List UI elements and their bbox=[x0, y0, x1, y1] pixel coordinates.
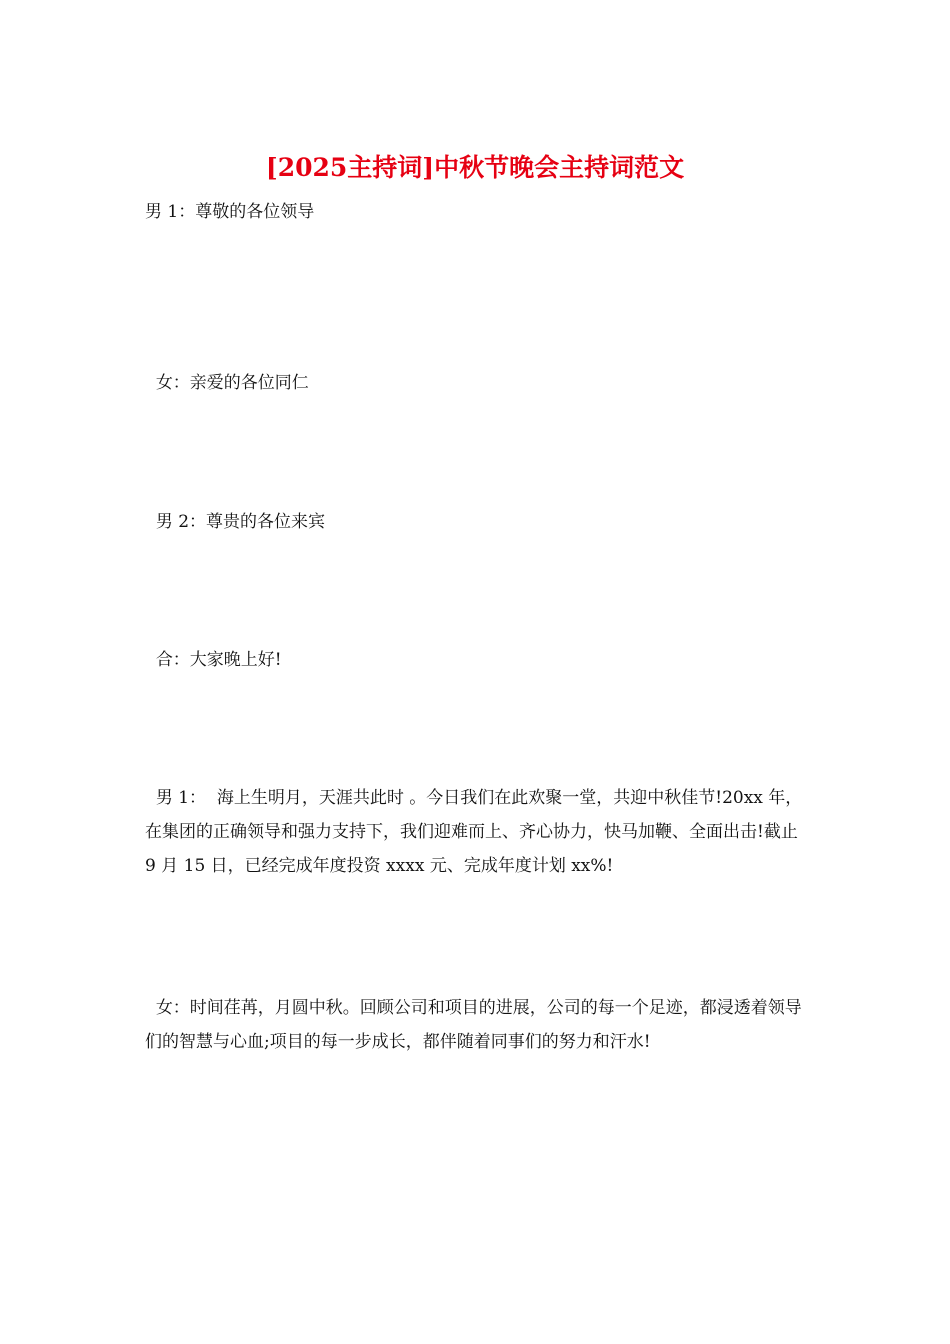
paragraph-together-greeting: 合：大家晚上好! bbox=[145, 650, 282, 670]
paragraph-female-greeting: 女：亲爱的各位同仁 bbox=[145, 373, 309, 393]
paragraph-male1-greeting: 男 1：尊敬的各位领导 bbox=[145, 202, 315, 222]
document-title: [2025主持词]中秋节晚会主持词范文 bbox=[265, 153, 685, 182]
paragraph-female-speech: 女：时间荏苒，月圆中秋。回顾公司和项目的进展，公司的每一个足迹，都浸透着领导们的智慧与心血;项目的每一步成长，都伴随着同事们的努力和汗水! bbox=[145, 998, 802, 1052]
paragraph-male1-speech: 男 1： 海上生明月，天涯共此时 。今日我们在此欢聚一堂，共迎中秋佳节!20xx 年，在集团的正确领导和强力支持下，我们迎难而上、齐心协力，快马加鞭、全面出击!截止 9 月 15 日，已经完成年度投资 xxxx 元、完成年度计划 xx%! bbox=[145, 788, 804, 876]
paragraph-male2-greeting: 男 2：尊贵的各位来宾 bbox=[145, 512, 326, 532]
